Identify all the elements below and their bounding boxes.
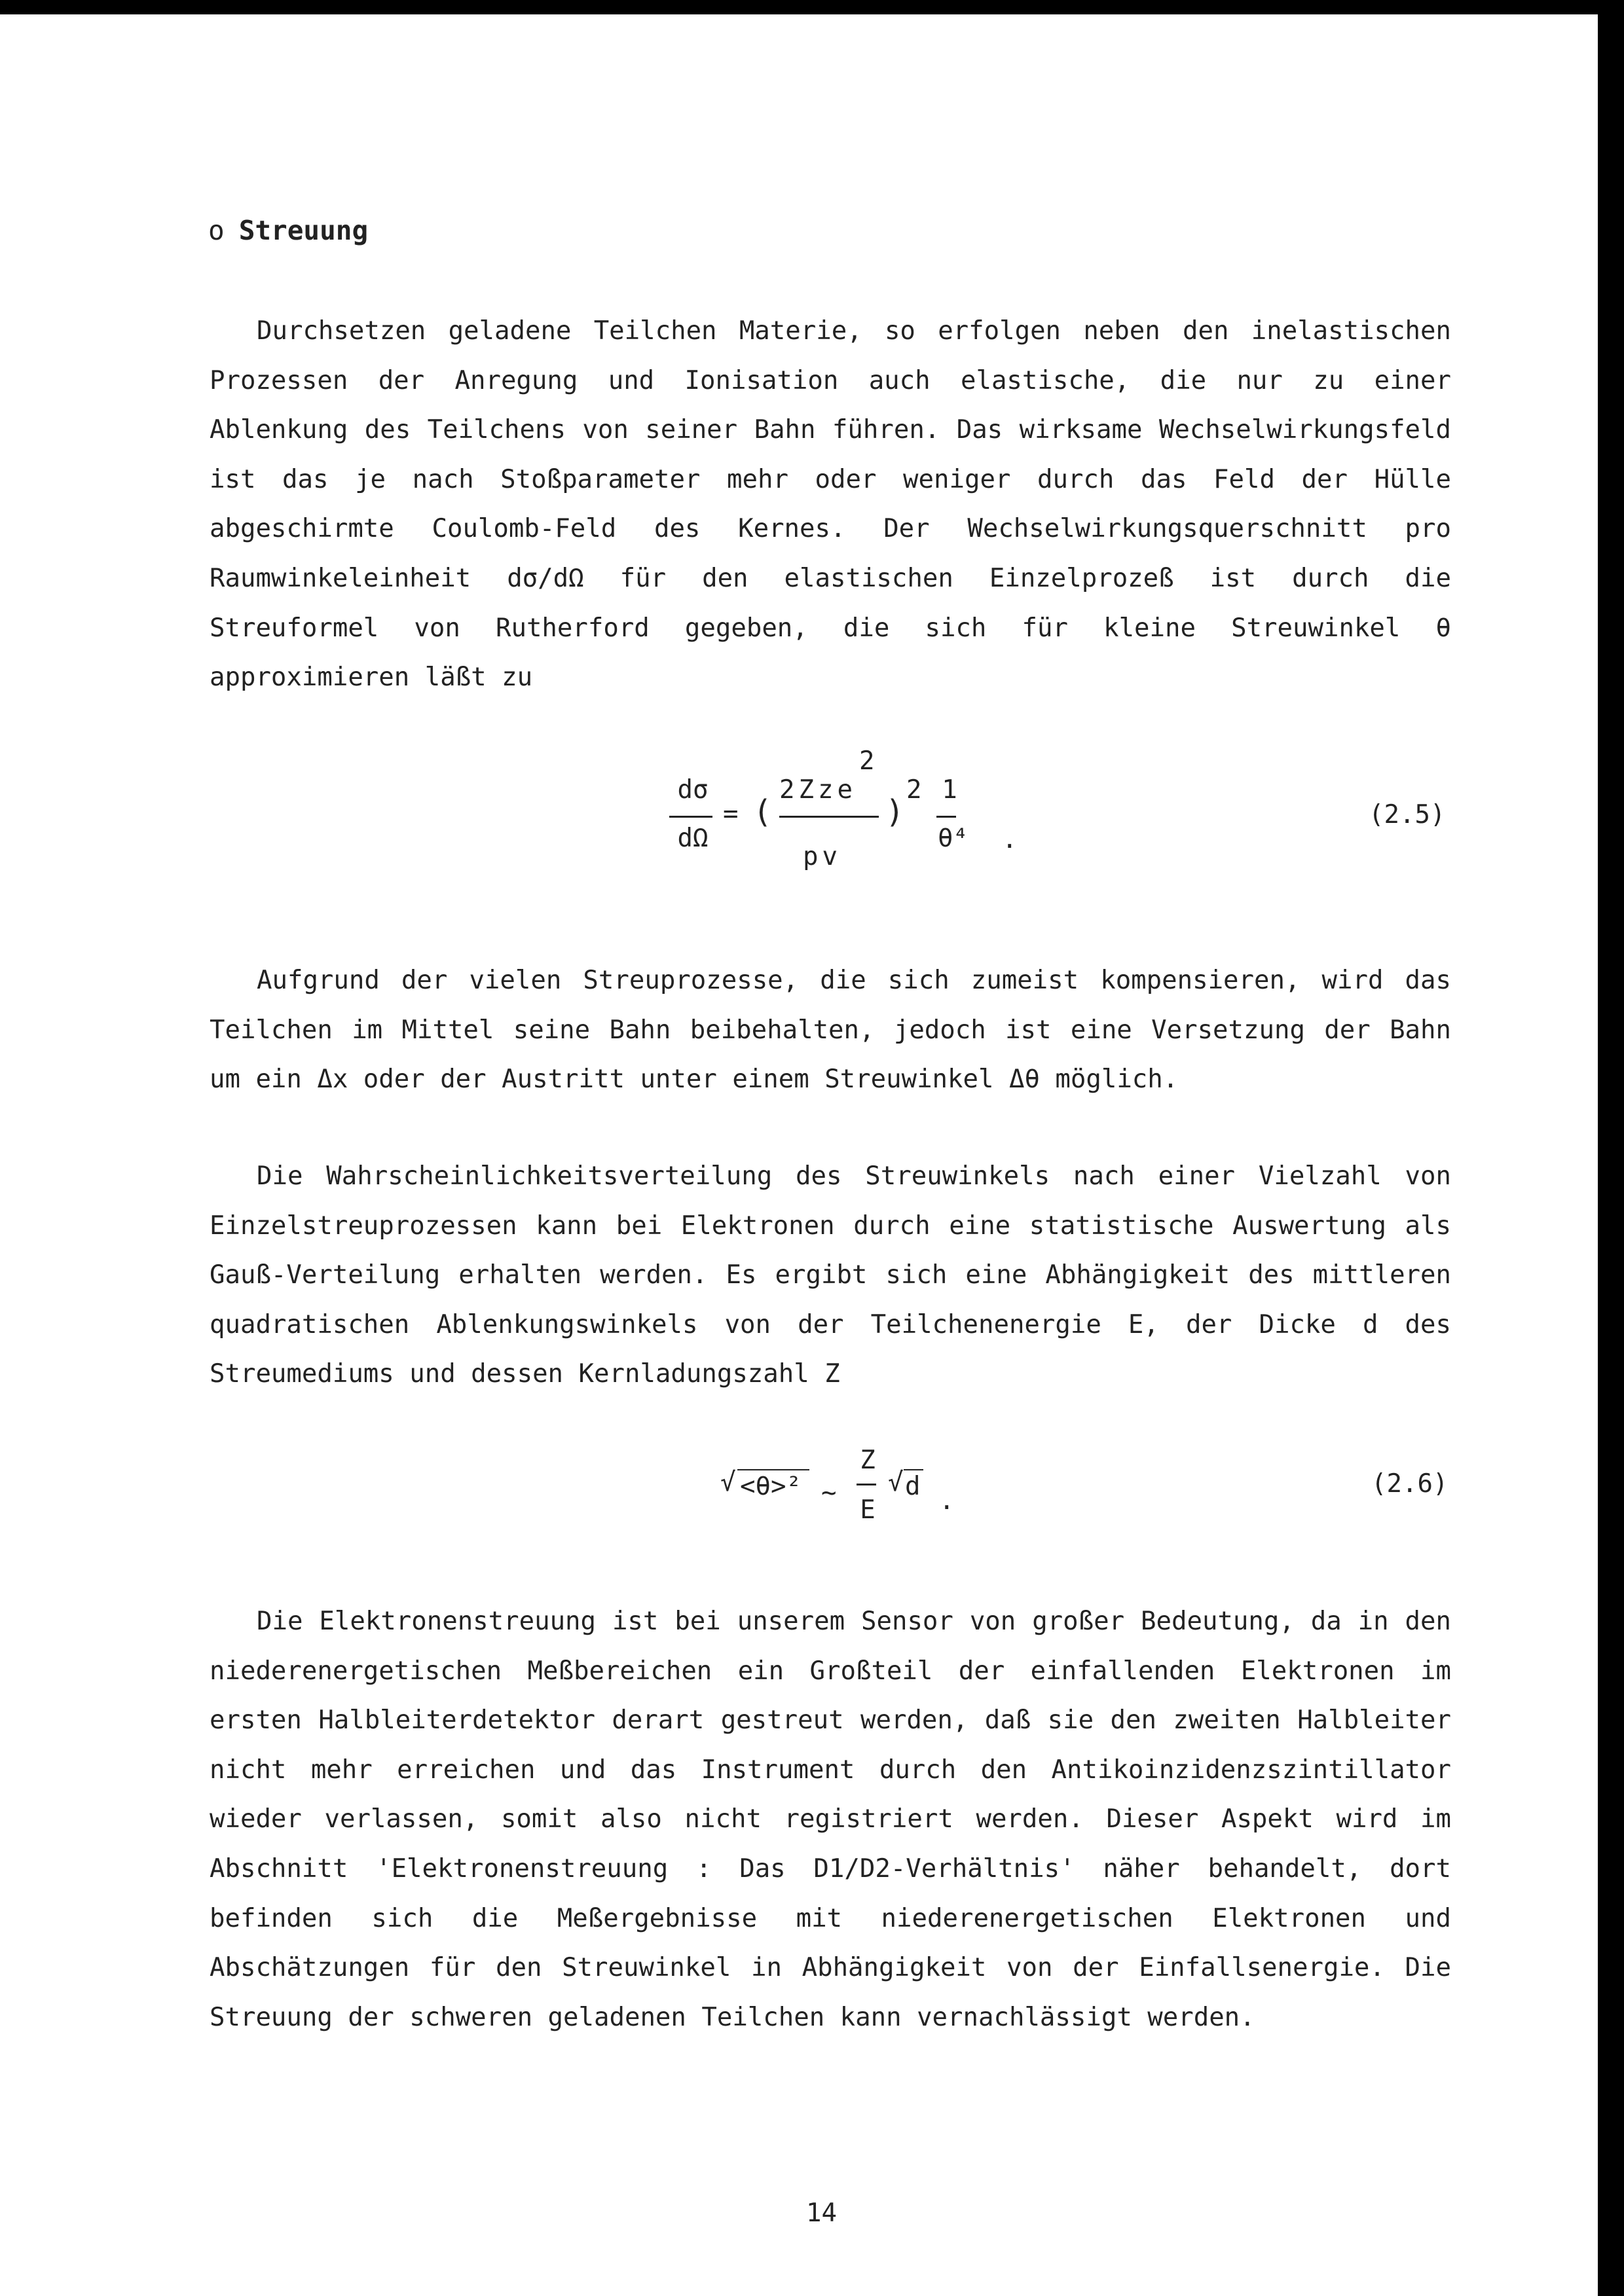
- eq25-close-paren: ): [885, 793, 904, 830]
- eq26-root-overline: [737, 1469, 809, 1470]
- paragraph-3-text: Die Wahrscheinlichkeitsverteilung des Streuwinkels nach einer Vielzahl von Einzelstreuprozessen kann bei Elektronen durch eine statistische Auswertung als Gauß-Verteilung erhalten werden. Es ergibt sich eine Abhängigkeit des mittleren quadratischen Ablenkungswinkels von der Teilchenenergie E, der Dicke d des Streumediums und dessen Kernladungszahl Z: [210, 1161, 1451, 1389]
- paragraph-4-text: Die Elektronenstreuung ist bei unserem Sensor von großer Bedeutung, da in den niederenergetischen Meßbereichen ein Großteil der einfallenden Elektronen im ersten Halbleiterdetektor derart gestreut werden, daß sie den zweiten Halbleiter nicht mehr erreichen und das Instrument durch den Antikoinzidenzszintillator wieder verlassen, somit also nicht registriert werden. Dieser Aspekt wird im Abschnitt 'Elektronenstreuung : Das D1/D2-Verhältnis' näher behandelt, dort befinden sich die Meßergebnisse mit niederenergetischen Elektronen und Abschätzungen für den Streuwinkel in Abhängigkeit von der Einfallsenergie. Die Streuung der schweren geladenen Teilchen kann vernachlässigt werden.: [210, 1607, 1451, 2032]
- eq26-root-symbol: √: [720, 1468, 736, 1497]
- section-heading: [208, 215, 368, 246]
- eq26-number: (2.6): [1371, 1469, 1449, 1499]
- eq25-lhs-denominator: dΩ: [677, 824, 709, 853]
- eq26-root-content: <θ>²: [740, 1472, 802, 1501]
- eq25-mid-denominator: pv: [803, 842, 841, 871]
- eq25-mid-fraction-bar: [779, 816, 879, 818]
- paragraph-2: [210, 956, 1451, 1104]
- eq25-rhs-denominator: θ⁴: [938, 824, 969, 853]
- eq26-denominator: E: [860, 1495, 876, 1525]
- document-page: [0, 14, 1598, 2296]
- eq26-tilde: ~: [821, 1478, 837, 1508]
- eq26-fraction-bar: [857, 1484, 876, 1485]
- heading-title: Streuung: [238, 215, 369, 246]
- heading-bullet: o: [208, 215, 225, 246]
- eq26-root2-content: d: [905, 1472, 921, 1501]
- eq26-root2-overline: [904, 1469, 923, 1470]
- eq25-lhs-fraction-bar: [669, 816, 712, 818]
- eq26-numerator: Z: [860, 1446, 876, 1475]
- eq25-lhs-numerator: dσ: [677, 775, 709, 805]
- paragraph-3: [210, 1152, 1451, 1399]
- eq25-rhs-numerator: 1: [942, 775, 957, 805]
- eq25-open-paren: (: [753, 793, 772, 830]
- eq26-root2-symbol: √: [888, 1468, 904, 1497]
- paragraph-4: [210, 1597, 1451, 2042]
- eq25-mid-exponent: 2: [859, 746, 875, 776]
- eq25-number: (2.5): [1369, 800, 1446, 829]
- eq25-mid-numerator: 2Zze: [779, 775, 857, 805]
- paragraph-1-text: Durchsetzen geladene Teilchen Materie, so erfolgen neben den inelastischen Prozessen der Anregung und Ionisation auch elastische, die nur zu einer Ablenkung des Teilchens von seiner Bahn führen. Das wirksame Wechselwirkungsfeld ist das je nach Stoßparameter mehr oder weniger durch das Feld der Hülle abgeschirmte Coulomb-Feld des Kernes. Der Wechselwirkungsquerschnitt pro Raumwinkeleinheit dσ/dΩ für den elastischen Einzelprozeß ist durch die Streuformel von Rutherford gegeben, die sich für kleine Streuwinkel θ approximieren läßt zu: [210, 316, 1451, 693]
- eq25-period: .: [1002, 825, 1018, 854]
- paragraph-1: [210, 306, 1451, 702]
- eq26-period: .: [939, 1486, 955, 1516]
- paragraph-2-text: Aufgrund der vielen Streuprozesse, die sich zumeist kompensieren, wird das Teilchen im Mittel seine Bahn beibehalten, jedoch ist eine Versetzung der Bahn um ein Δx oder der Austritt unter einem Streuwinkel Δθ möglich.: [210, 966, 1451, 1095]
- eq25-rhs-fraction-bar: [936, 816, 956, 818]
- page-number: 14: [806, 2198, 837, 2228]
- eq25-equals: =: [723, 799, 739, 829]
- eq25-outer-exponent: 2: [906, 775, 922, 805]
